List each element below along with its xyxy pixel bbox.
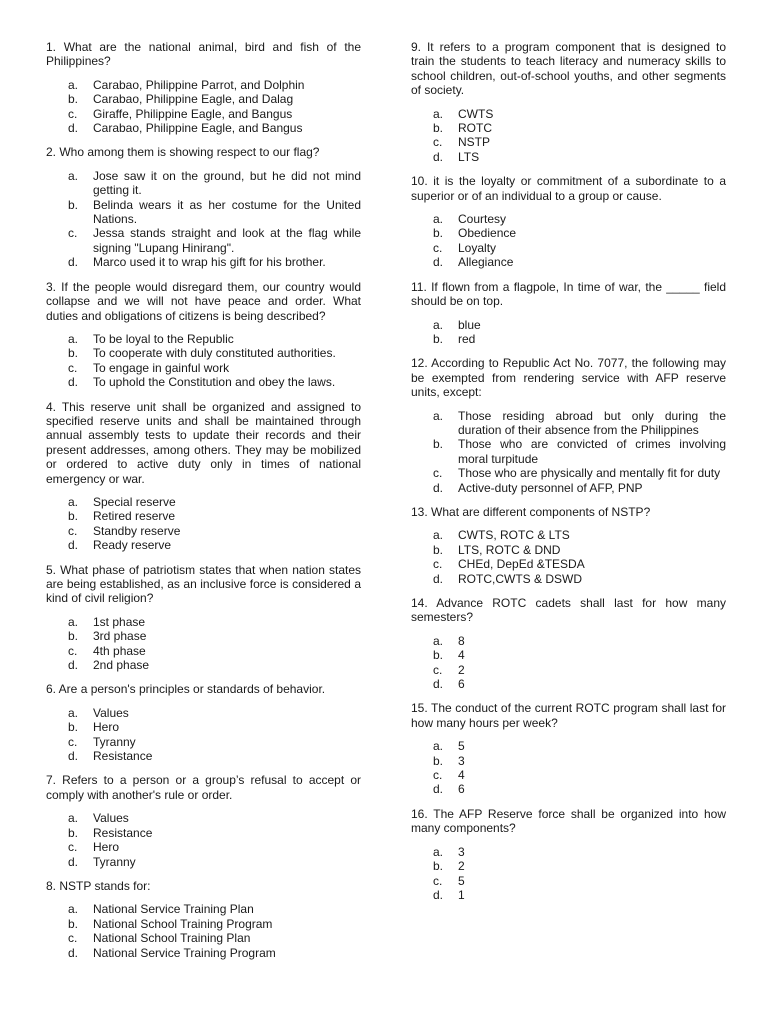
answer-option: [411, 634, 726, 648]
option-letter: c.: [433, 135, 443, 150]
option-letter: d.: [68, 945, 79, 960]
answer-option: [46, 811, 361, 825]
answer-option: [46, 198, 361, 227]
question-text: 12. According to Republic Act No. 7077, the following may be exempted from rendering service with AFP reserve units, except:: [411, 356, 726, 400]
option-letter: d.: [68, 854, 79, 869]
answer-option: [411, 121, 726, 135]
left-column: [46, 40, 361, 1000]
option-letter: c.: [433, 466, 443, 481]
option-letter: b.: [433, 331, 444, 346]
option-text: 3rd phase: [93, 629, 147, 644]
option-letter: d.: [433, 887, 444, 902]
option-list: [46, 169, 361, 270]
answer-option: [411, 845, 726, 859]
option-letter: b.: [433, 859, 444, 874]
option-text: Special reserve: [93, 494, 176, 509]
answer-option: [46, 524, 361, 538]
option-list: [46, 902, 361, 960]
option-list: [411, 212, 726, 270]
question-item: [46, 280, 361, 390]
option-letter: a.: [433, 408, 444, 423]
option-letter: b.: [68, 629, 79, 644]
option-letter: b.: [68, 720, 79, 735]
option-text: Carabao, Philippine Parrot, and Dolphin: [93, 77, 305, 92]
option-text: 6: [458, 782, 465, 797]
option-text: Allegiance: [458, 255, 514, 270]
option-text: NSTP: [458, 135, 491, 150]
option-text: LTS: [458, 149, 480, 164]
question-text: 8. NSTP stands for:: [46, 878, 151, 893]
option-text: Hero: [93, 840, 120, 855]
answer-option: [411, 768, 726, 782]
option-letter: d.: [68, 121, 79, 136]
option-list: [411, 318, 726, 347]
option-list: [46, 706, 361, 764]
question-text: 1. What are the national animal, bird and fish of the Philippines?: [46, 40, 361, 69]
question-item: [411, 596, 726, 691]
option-list: [46, 811, 361, 869]
option-letter: c.: [68, 931, 78, 946]
answer-option: [46, 107, 361, 121]
answer-option: [46, 346, 361, 360]
answer-option: [46, 255, 361, 269]
answer-option: [46, 902, 361, 916]
option-letter: c.: [68, 734, 78, 749]
question-item: [46, 400, 361, 553]
option-list: [411, 845, 726, 903]
option-letter: c.: [68, 226, 78, 241]
option-letter: c.: [68, 643, 78, 658]
answer-option: [411, 212, 726, 226]
answer-option: [46, 946, 361, 960]
answer-option: [411, 888, 726, 902]
answer-option: [411, 481, 726, 495]
answer-option: [411, 874, 726, 888]
option-text: 1: [458, 887, 465, 902]
answer-option: [46, 538, 361, 552]
option-text: Loyalty: [458, 240, 497, 255]
option-list: [411, 634, 726, 692]
option-text: Retired reserve: [93, 509, 176, 524]
option-list: [411, 739, 726, 797]
option-text: Those who are physically and mentally fit for duty: [458, 466, 721, 481]
option-letter: b.: [68, 916, 79, 931]
answer-option: [46, 855, 361, 869]
option-letter: b.: [68, 346, 79, 361]
option-letter: a.: [433, 739, 444, 754]
option-letter: d.: [433, 149, 444, 164]
option-text: Jessa stands straight and look at the flag while signing "Lupang Hinirang".: [93, 226, 361, 255]
answer-option: [46, 78, 361, 92]
option-letter: c.: [68, 523, 78, 538]
question-item: [46, 879, 361, 960]
option-letter: a.: [68, 494, 79, 509]
option-text: Values: [93, 811, 129, 826]
option-list: [411, 107, 726, 165]
option-text: Obedience: [458, 226, 517, 241]
option-text: 4th phase: [93, 643, 146, 658]
right-column: [411, 40, 726, 1000]
option-letter: b.: [433, 226, 444, 241]
option-letter: d.: [433, 480, 444, 495]
option-letter: d.: [68, 375, 79, 390]
option-letter: b.: [68, 509, 79, 524]
answer-option: [46, 931, 361, 945]
answer-option: [46, 495, 361, 509]
option-letter: a.: [433, 106, 444, 121]
answer-option: [411, 255, 726, 269]
answer-option: [46, 169, 361, 198]
question-item: [411, 280, 726, 347]
answer-option: [46, 375, 361, 389]
option-text: 5: [458, 873, 465, 888]
option-letter: c.: [433, 662, 443, 677]
answer-option: [411, 572, 726, 586]
question-text: 7. Refers to a person or a group’s refusal to accept or comply with another's rule or order.: [46, 773, 361, 802]
question-item: [46, 773, 361, 868]
answer-option: [411, 754, 726, 768]
option-letter: c.: [433, 557, 443, 572]
answer-option: [411, 107, 726, 121]
option-text: Marco used it to wrap his gift for his brother.: [93, 255, 326, 270]
answer-option: [46, 644, 361, 658]
answer-option: [46, 917, 361, 931]
option-text: CWTS, ROTC & LTS: [458, 528, 570, 543]
option-text: Giraffe, Philippine Eagle, and Bangus: [93, 106, 293, 121]
answer-option: [411, 557, 726, 571]
option-letter: b.: [433, 542, 444, 557]
option-list: [46, 332, 361, 390]
answer-option: [46, 749, 361, 763]
question-text: 16. The AFP Reserve force shall be organized into how many components?: [411, 806, 726, 836]
option-letter: a.: [433, 633, 444, 648]
option-letter: b.: [68, 197, 79, 212]
option-letter: b.: [433, 121, 444, 136]
question-item: [411, 701, 726, 796]
option-text: Those who are convicted of crimes involving moral turpitude: [458, 437, 726, 466]
option-text: Resistance: [93, 825, 153, 840]
option-letter: d.: [68, 749, 79, 764]
question-item: [411, 356, 726, 495]
option-letter: a.: [68, 614, 79, 629]
answer-option: [411, 782, 726, 796]
option-letter: c.: [433, 768, 443, 783]
answer-option: [46, 509, 361, 523]
answer-option: [46, 92, 361, 106]
option-text: CWTS: [458, 106, 494, 121]
option-list: [46, 495, 361, 553]
option-text: Ready reserve: [93, 538, 172, 553]
option-letter: b.: [433, 648, 444, 663]
answer-option: [411, 318, 726, 332]
question-text: 5. What phase of patriotism states that when nation states are being established, as an inclusive force is considered a kind of civil religion?: [46, 562, 361, 606]
option-text: blue: [458, 317, 481, 332]
answer-option: [411, 739, 726, 753]
question-text: 15. The conduct of the current ROTC program shall last for how many hours per week?: [411, 701, 726, 730]
answer-option: [411, 648, 726, 662]
answer-option: [411, 466, 726, 480]
option-text: ROTC,CWTS & DSWD: [458, 571, 582, 586]
option-text: National School Training Program: [93, 916, 273, 931]
option-letter: a.: [68, 168, 79, 183]
answer-option: [46, 226, 361, 255]
option-text: 8: [458, 633, 465, 648]
option-letter: a.: [68, 77, 79, 92]
option-text: 2nd phase: [93, 658, 150, 673]
option-text: Hero: [93, 720, 120, 735]
answer-option: [46, 720, 361, 734]
question-text: 10. it is the loyalty or commitment of a subordinate to a superior or of an individual to a group or cause.: [411, 174, 726, 203]
option-text: Belinda wears it as her costume for the United Nations.: [93, 197, 361, 227]
answer-option: [46, 361, 361, 375]
option-text: Courtesy: [458, 212, 507, 227]
option-letter: c.: [68, 840, 78, 855]
option-letter: b.: [68, 92, 79, 107]
option-text: To be loyal to the Republic: [93, 331, 234, 346]
answer-option: [46, 826, 361, 840]
question-text: 6. Are a person's principles or standards of behavior.: [46, 682, 326, 697]
option-text: Tyranny: [93, 854, 136, 869]
answer-option: [411, 332, 726, 346]
answer-option: [411, 135, 726, 149]
question-item: [46, 145, 361, 269]
answer-option: [411, 543, 726, 557]
option-text: red: [458, 331, 476, 346]
option-letter: c.: [433, 873, 443, 888]
answer-option: [46, 706, 361, 720]
option-text: Carabao, Philippine Eagle, and Bangus: [93, 121, 303, 136]
option-letter: d.: [68, 658, 79, 673]
option-letter: a.: [433, 317, 444, 332]
answer-option: [411, 859, 726, 873]
option-text: Values: [93, 705, 129, 720]
answer-option: [46, 332, 361, 346]
option-text: 1st phase: [93, 614, 146, 629]
option-letter: a.: [68, 331, 79, 346]
question-item: [411, 505, 726, 586]
option-text: 2: [458, 859, 465, 874]
option-text: Tyranny: [93, 734, 136, 749]
option-text: Resistance: [93, 749, 153, 764]
option-text: Carabao, Philippine Eagle, and Dalag: [93, 92, 294, 107]
option-text: 4: [458, 648, 465, 663]
question-item: [46, 40, 361, 135]
option-list: [46, 78, 361, 136]
question-text: 9. It refers to a program component that is designed to train the students to teach literacy and numeracy skills to school children, out-of-school youths, and other segments of society.: [411, 40, 726, 98]
option-text: 3: [458, 753, 465, 768]
option-text: 5: [458, 739, 465, 754]
option-letter: a.: [433, 844, 444, 859]
answer-option: [46, 658, 361, 672]
answer-option: [46, 840, 361, 854]
option-letter: a.: [433, 212, 444, 227]
option-text: To cooperate with duly constituted authorities.: [93, 346, 336, 361]
answer-option: [411, 677, 726, 691]
option-text: To engage in gainful work: [93, 360, 230, 375]
option-letter: d.: [68, 538, 79, 553]
option-letter: d.: [433, 571, 444, 586]
question-item: [411, 40, 726, 164]
answer-option: [411, 409, 726, 438]
question-text: 11. If flown from a flagpole, In time of war, the _____ field should be on top.: [411, 279, 726, 309]
option-text: To uphold the Constitution and obey the laws.: [93, 375, 336, 390]
answer-option: [46, 121, 361, 135]
option-letter: b.: [68, 825, 79, 840]
answer-option: [411, 437, 726, 466]
option-letter: a.: [68, 811, 79, 826]
option-letter: c.: [68, 360, 78, 375]
question-text: 13. What are different components of NSTP?: [411, 504, 651, 519]
answer-option: [411, 226, 726, 240]
option-letter: a.: [68, 705, 79, 720]
question-item: [411, 807, 726, 902]
option-text: 6: [458, 677, 465, 692]
option-letter: d.: [68, 255, 79, 270]
option-text: National Service Training Program: [93, 945, 276, 960]
option-text: Jose saw it on the ground, but he did not mind getting it.: [93, 168, 361, 198]
option-list: [411, 528, 726, 586]
option-text: LTS, ROTC & DND: [458, 542, 561, 557]
answer-option: [411, 241, 726, 255]
option-letter: d.: [433, 677, 444, 692]
question-item: [46, 563, 361, 673]
answer-option: [46, 629, 361, 643]
question-text: 4. This reserve unit shall be organized and assigned to specified reserve units and shall be maintained through annual assembly tests to update their records and their present addresses, among others. They may be mobilized or ordered to active duty only in times of national emergency or war.: [46, 399, 361, 486]
option-letter: b.: [433, 437, 444, 452]
option-text: Standby reserve: [93, 523, 181, 538]
question-text: 3. If the people would disregard them, our country would collapse and we will not have peace and order. What duties and obligations of citizens is being described?: [46, 279, 361, 323]
option-letter: b.: [433, 753, 444, 768]
question-text: 14. Advance ROTC cadets shall last for how many semesters?: [411, 596, 726, 625]
option-letter: d.: [433, 255, 444, 270]
option-text: CHEd, DepEd &TESDA: [458, 557, 585, 572]
option-list: [411, 409, 726, 495]
option-letter: c.: [68, 106, 78, 121]
option-text: Those residing abroad but only during the duration of their absence from the Philippines: [458, 408, 726, 437]
answer-option: [46, 735, 361, 749]
option-list: [46, 615, 361, 673]
answer-option: [411, 150, 726, 164]
option-text: Active-duty personnel of AFP, PNP: [458, 480, 643, 495]
option-text: 3: [458, 844, 465, 859]
quiz-page: [46, 40, 726, 1000]
option-text: 2: [458, 662, 465, 677]
question-item: [411, 174, 726, 269]
option-letter: a.: [68, 902, 79, 917]
option-letter: d.: [433, 782, 444, 797]
question-text: 2. Who among them is showing respect to our flag?: [46, 145, 320, 160]
option-letter: a.: [433, 528, 444, 543]
option-letter: c.: [433, 240, 443, 255]
option-text: National School Training Plan: [93, 931, 251, 946]
option-text: National Service Training Plan: [93, 902, 254, 917]
answer-option: [411, 663, 726, 677]
option-text: ROTC: [458, 121, 492, 136]
answer-option: [46, 615, 361, 629]
question-item: [46, 682, 361, 763]
option-text: 4: [458, 768, 465, 783]
answer-option: [411, 528, 726, 542]
